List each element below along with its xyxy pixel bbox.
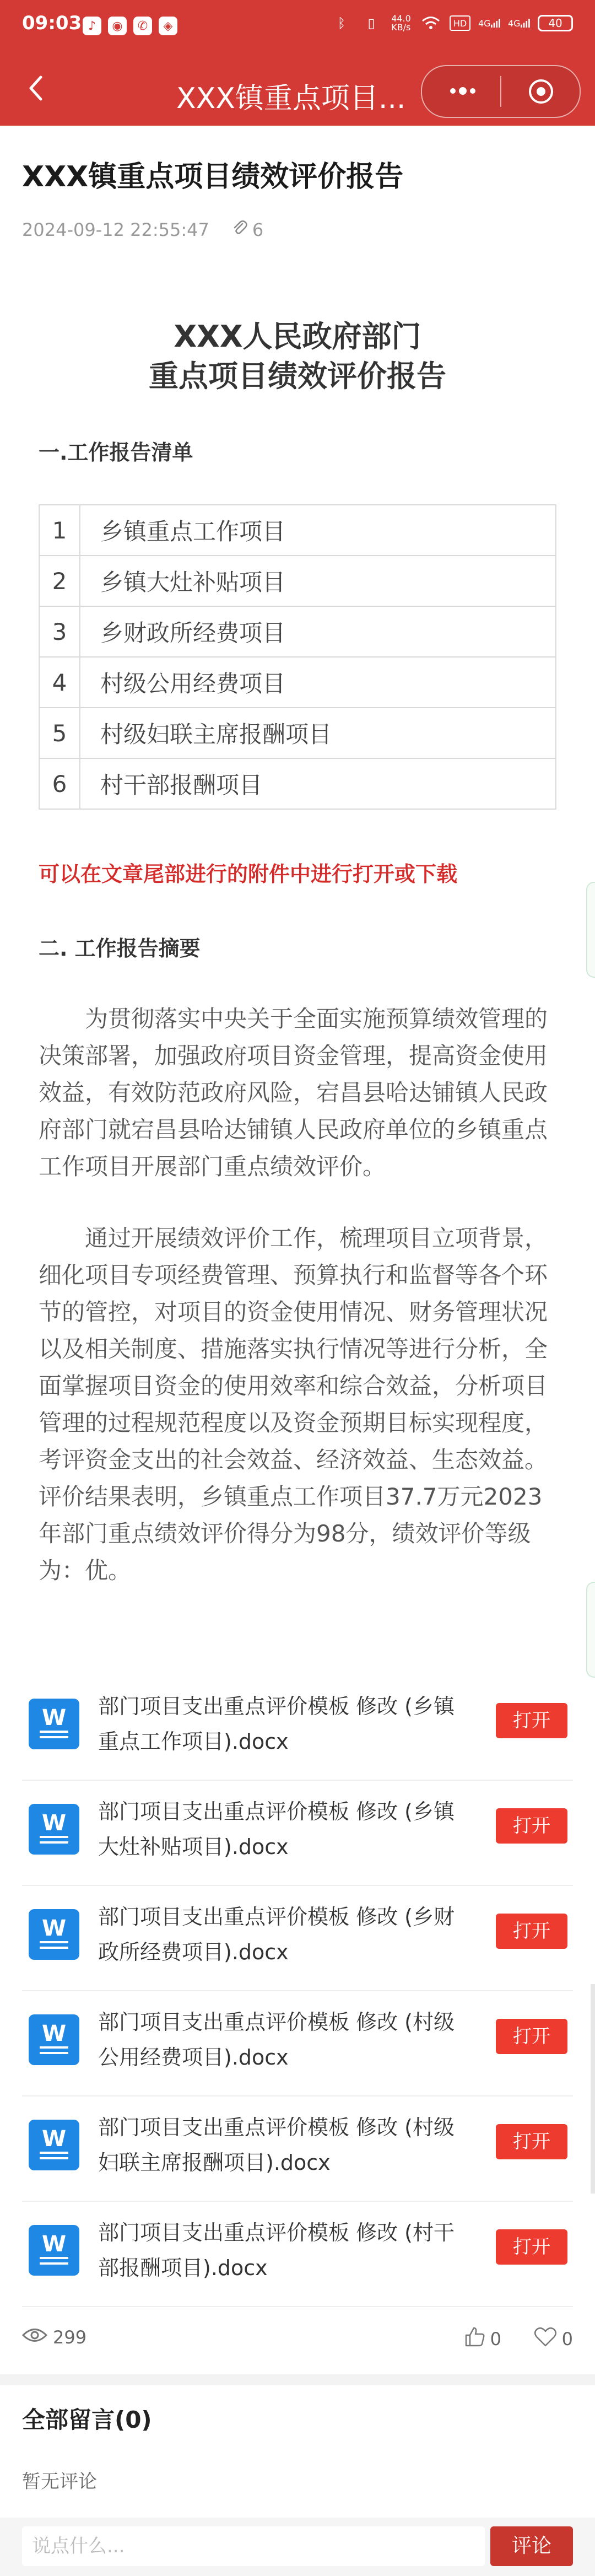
bluetooth-icon: ᛒ [337,15,346,31]
douyin-icon: ♪ [83,17,101,35]
target-circle-icon[interactable] [528,78,554,105]
capsule-divider [500,76,501,107]
svg-text:W: W [41,2126,67,2152]
attachment-count-value: 6 [252,219,264,240]
article-datetime: 2024-09-12 22:55:47 [22,219,209,240]
row-number: 3 [39,606,80,657]
view-count-value: 299 [53,2327,87,2348]
attachment-count [231,219,263,240]
attachment-name: 部门项目支出重点评价模板 修改 (村干部报酬项目).docx [98,2221,455,2280]
row-name: 乡镇大灶补贴项目 [80,556,556,606]
attachment-name: 部门项目支出重点评价模板 修改 (乡镇大灶补贴项目).docx [98,1799,455,1859]
attachment-list [22,1675,573,2307]
network-speed: 44.0 KB/s [391,13,411,33]
signal-icon-2 [508,14,530,32]
attachment-name: 部门项目支出重点评价模板 修改 (乡镇重点工作项目).docx [98,1694,455,1754]
battery-icon: 40 [538,15,573,31]
word-doc-icon [29,1699,79,1749]
attachment-name: 部门项目支出重点评价模板 修改 (村级公用经费项目).docx [98,2010,455,2070]
attachment-item[interactable] [22,1675,573,1781]
table-row [39,505,556,556]
status-indicators [331,14,573,32]
row-number: 1 [39,505,80,556]
thumbs-up-icon [464,2326,486,2352]
svg-text:W: W [41,2232,67,2257]
row-number: 5 [39,708,80,758]
mini-program-capsule [421,65,581,118]
summary-paragraph-2: 通过开展绩效评价工作，梳理项目立项背景，细化项目专项经费管理、预算执行和监督等各个环节的管控，对项目的资金使用情况、财务管理状况以及相关制度、措施落实执行情况等进行分析，全面掌握项目资金的使用效率和综合效益，分析项目管理的过程规范程度以及资金预期目标实现程度，考评资金支出的社会效益、经济效益、生态效益。评价结果表明，乡镇重点工作项目37.7万元2023年部门重点绩效评价得分为98分，绩效评价等级为：优。 [39,1225,548,1584]
status-time: 09:03 [22,12,82,34]
status-app-icons [83,17,177,35]
attachment-item[interactable] [22,1886,573,1991]
svg-text:W: W [41,1705,67,1731]
svg-text:W: W [41,1810,67,1836]
table-row [39,708,556,758]
nav-bar [0,55,595,126]
vibrate-icon: ▯ [367,15,375,31]
doc-title-line1: XXX人民政府部门 [174,319,421,354]
status-bar [0,0,595,55]
article-title: XXX镇重点项目绩效评价报告 [22,160,404,193]
word-doc-icon [29,2014,79,2065]
side-floating-tab[interactable] [586,882,595,978]
comment-input[interactable]: 说点什么... [22,2526,485,2566]
word-doc-icon [29,1909,79,1960]
comment-submit-button[interactable]: 评论 [490,2526,573,2566]
table-row [39,657,556,708]
chevron-left-icon[interactable] [21,72,54,105]
doc-title-line2: 重点项目绩效评价报告 [149,359,446,394]
open-button[interactable]: 打开 [496,2229,567,2265]
open-button[interactable]: 打开 [496,1703,567,1738]
browser-icon: ◈ [159,17,177,35]
row-name: 村级公用经费项目 [80,657,556,708]
nav-title: XXX镇重点项目... [176,82,406,115]
word-doc-icon [29,2120,79,2170]
comments-heading: 全部留言(0) [22,2406,152,2433]
open-button[interactable]: 打开 [496,1914,567,1949]
favorite-button[interactable] [533,2326,573,2352]
signal-label-1: 4G [478,18,491,29]
like-count: 0 [490,2329,501,2349]
no-comments-text: 暂无评论 [22,2471,97,2493]
table-row [39,556,556,606]
svg-text:W: W [41,2021,67,2046]
paperclip-icon [231,219,248,240]
signal-label-2: 4G [508,18,521,29]
row-number: 4 [39,657,80,708]
side-floating-tab[interactable] [586,1582,595,1678]
row-number: 2 [39,556,80,606]
svg-text:W: W [41,1916,67,1941]
article-meta [22,219,263,240]
section2-heading: 二. 工作报告摘要 [39,936,201,961]
open-button[interactable]: 打开 [496,1808,567,1844]
word-doc-icon [29,1804,79,1855]
scrollbar[interactable] [591,1984,595,2194]
attachment-item[interactable] [22,2097,573,2202]
section-divider [0,2374,595,2385]
row-name: 村级妇联主席报酬项目 [80,708,556,758]
row-name: 乡镇重点工作项目 [80,505,556,556]
more-dots-icon[interactable] [446,83,479,99]
attachment-note: 可以在文章尾部进行的附件中进行打开或下载 [39,862,458,886]
row-name: 村干部报酬项目 [80,758,556,809]
view-count [22,2327,86,2348]
favorite-count: 0 [561,2329,573,2349]
row-name: 乡财政所经费项目 [80,606,556,657]
attachment-name: 部门项目支出重点评价模板 修改 (村级妇联主席报酬项目).docx [98,2115,455,2175]
comment-bar [0,2518,595,2576]
attachment-item[interactable] [22,2202,573,2307]
word-doc-icon [29,2225,79,2276]
row-number: 6 [39,758,80,809]
phone-app-icon: ✆ [133,17,152,35]
summary-paragraph-1: 为贯彻落实中央关于全面实施预算绩效管理的决策部署，加强政府项目资金管理，提高资金使用效益，有效防范政府风险，宕昌县哈达铺镇人民政府部门就宕昌县哈达铺镇人民政府单位的乡镇重点工作项目开展部门重点绩效评价。 [39,1005,548,1180]
wifi-icon [420,14,442,32]
table-row [39,606,556,657]
hd-icon: HD [450,15,470,31]
open-button[interactable]: 打开 [496,2019,567,2054]
like-button[interactable] [464,2326,501,2352]
heart-icon [533,2326,558,2352]
attachment-item[interactable] [22,1991,573,2097]
wechat-icon: ◉ [108,17,127,35]
open-button[interactable]: 打开 [496,2124,567,2159]
signal-icon [478,14,500,32]
attachment-item[interactable] [22,1781,573,1886]
table-row [39,758,556,809]
report-list-table [39,504,556,810]
eye-icon [22,2327,47,2348]
section1-heading: 一.工作报告清单 [39,440,193,465]
article-stats [22,2321,573,2354]
attachment-name: 部门项目支出重点评价模板 修改 (乡财政所经费项目).docx [98,1905,455,1964]
